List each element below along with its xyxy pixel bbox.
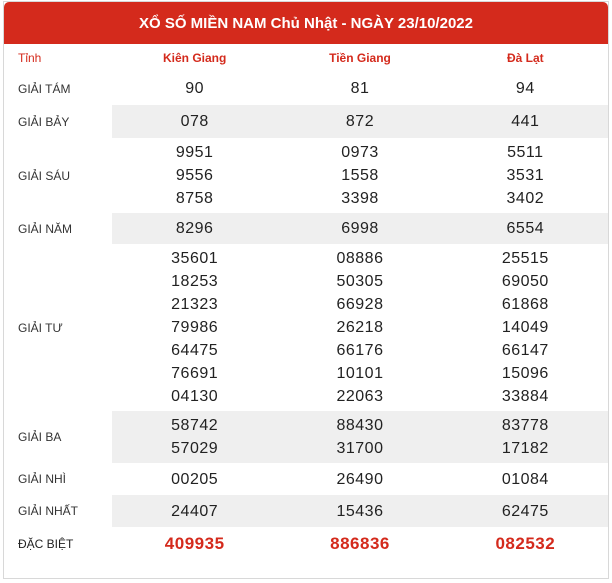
results-title: XỔ SỐ MIỀN NAM Chủ Nhật - NGÀY 23/10/2022 — [4, 2, 608, 44]
prize-cell — [112, 411, 277, 463]
prize-number: 17182 — [501, 440, 549, 457]
prize-cell — [112, 495, 277, 527]
prize-number: 81 — [350, 80, 370, 97]
prize-label: ĐẶC BIỆT — [18, 536, 74, 551]
prize-cell — [277, 138, 442, 213]
prize-number: 66147 — [501, 342, 549, 359]
prize-cell — [443, 244, 608, 411]
prize-label: GIẢI TÁM — [18, 81, 71, 96]
prize-cell — [443, 463, 608, 495]
prize-number: 886836 — [330, 534, 390, 553]
prize-cell — [277, 105, 442, 138]
prize-number: 26490 — [336, 470, 384, 488]
prize-number: 08886 — [336, 250, 384, 267]
prize-row — [4, 213, 608, 244]
prize-cell — [443, 72, 608, 105]
prize-cell — [112, 105, 277, 138]
prize-label: GIẢI NHẤT — [4, 495, 112, 527]
prize-label: GIẢI NĂM — [4, 213, 112, 244]
prize-number: 50305 — [336, 273, 384, 290]
prize-number: 79986 — [171, 319, 219, 336]
prize-label: GIẢI BẢY — [4, 105, 112, 138]
prize-number: 872 — [345, 113, 375, 130]
prize-cell — [277, 527, 442, 560]
results-panel — [3, 1, 609, 579]
prize-row — [4, 411, 608, 463]
prize-row — [4, 495, 608, 527]
prize-cell — [443, 213, 608, 244]
prize-number: 25515 — [501, 250, 549, 267]
results-table — [4, 44, 608, 560]
province-column-label: Tỉnh — [18, 51, 42, 65]
province-da-lat[interactable]: Đà Lạt — [506, 51, 544, 65]
prize-number: 078 — [180, 113, 209, 130]
prize-number: 6554 — [506, 220, 545, 237]
prize-row — [4, 105, 608, 138]
prize-number: 6998 — [341, 220, 379, 237]
prize-number: 8296 — [175, 220, 214, 237]
prize-number: 04130 — [171, 388, 219, 405]
prize-label: GIẢI SÁU — [18, 168, 71, 183]
prize-number: 35601 — [171, 250, 219, 267]
prize-number: 00205 — [171, 470, 219, 488]
prize-cell — [277, 463, 442, 495]
prize-row — [4, 72, 608, 105]
prize-number: 15096 — [501, 365, 549, 382]
prize-number: 26218 — [336, 319, 384, 336]
prize-label: GIẢI NHÌ — [18, 472, 67, 486]
prize-row — [4, 527, 608, 560]
prize-number: 01084 — [501, 470, 549, 488]
prize-number: 9556 — [175, 167, 214, 184]
prize-number: 24407 — [171, 502, 219, 520]
prize-number: 5511 — [507, 144, 544, 161]
prize-number: 14049 — [501, 319, 549, 336]
prize-cell — [443, 495, 608, 527]
prize-number: 31700 — [336, 440, 384, 457]
prize-number: 21323 — [171, 296, 219, 313]
prize-number: 1558 — [341, 167, 379, 184]
prize-number: 64475 — [171, 342, 219, 359]
prize-cell — [277, 495, 442, 527]
prize-number: 10101 — [336, 365, 384, 382]
prize-number: 409935 — [164, 534, 225, 553]
prize-number: 88430 — [336, 417, 384, 434]
prize-number: 8758 — [175, 190, 214, 207]
prize-cell — [443, 411, 608, 463]
prize-cell — [443, 138, 608, 213]
prize-cell — [112, 527, 277, 560]
prize-number: 22063 — [336, 388, 384, 405]
prize-label: GIẢI TƯ — [18, 320, 63, 335]
prize-row — [4, 138, 608, 213]
prize-number: 94 — [515, 80, 535, 97]
prize-number: 33884 — [501, 388, 549, 405]
prize-label: GIẢI BA — [4, 411, 112, 463]
prize-number: 66928 — [336, 296, 384, 313]
prize-number: 90 — [185, 80, 205, 97]
prize-number: 082532 — [495, 534, 556, 553]
prize-cell — [112, 72, 277, 105]
province-tien-giang[interactable]: Tiền Giang — [329, 51, 391, 65]
prize-cell — [112, 213, 277, 244]
prize-number: 83778 — [501, 417, 549, 434]
prize-cell — [112, 244, 277, 411]
prize-cell — [443, 527, 608, 560]
province-kien-giang[interactable]: Kiên Giang — [162, 51, 227, 65]
prize-number: 0973 — [341, 144, 379, 161]
prize-number: 66176 — [336, 342, 384, 359]
prize-cell — [443, 105, 608, 138]
prize-number: 3398 — [341, 190, 379, 207]
prize-number: 58742 — [171, 417, 219, 434]
prize-number: 69050 — [501, 273, 549, 290]
prize-cell — [277, 411, 442, 463]
prize-cell — [277, 72, 442, 105]
prize-cell — [112, 463, 277, 495]
prize-number: 441 — [511, 113, 540, 130]
prize-number: 15436 — [336, 502, 384, 520]
prize-number: 57029 — [171, 440, 219, 457]
header-row — [4, 44, 608, 72]
prize-number: 3402 — [506, 190, 545, 207]
prize-number: 62475 — [501, 502, 549, 520]
prize-number: 76691 — [171, 365, 219, 382]
prize-number: 61868 — [501, 296, 549, 313]
prize-cell — [277, 213, 442, 244]
prize-number: 3531 — [506, 167, 545, 184]
prize-cell — [112, 138, 277, 213]
prize-cell — [277, 244, 442, 411]
prize-row — [4, 244, 608, 411]
prize-number: 9951 — [175, 144, 214, 161]
prize-number: 18253 — [171, 273, 219, 290]
prize-row — [4, 463, 608, 495]
